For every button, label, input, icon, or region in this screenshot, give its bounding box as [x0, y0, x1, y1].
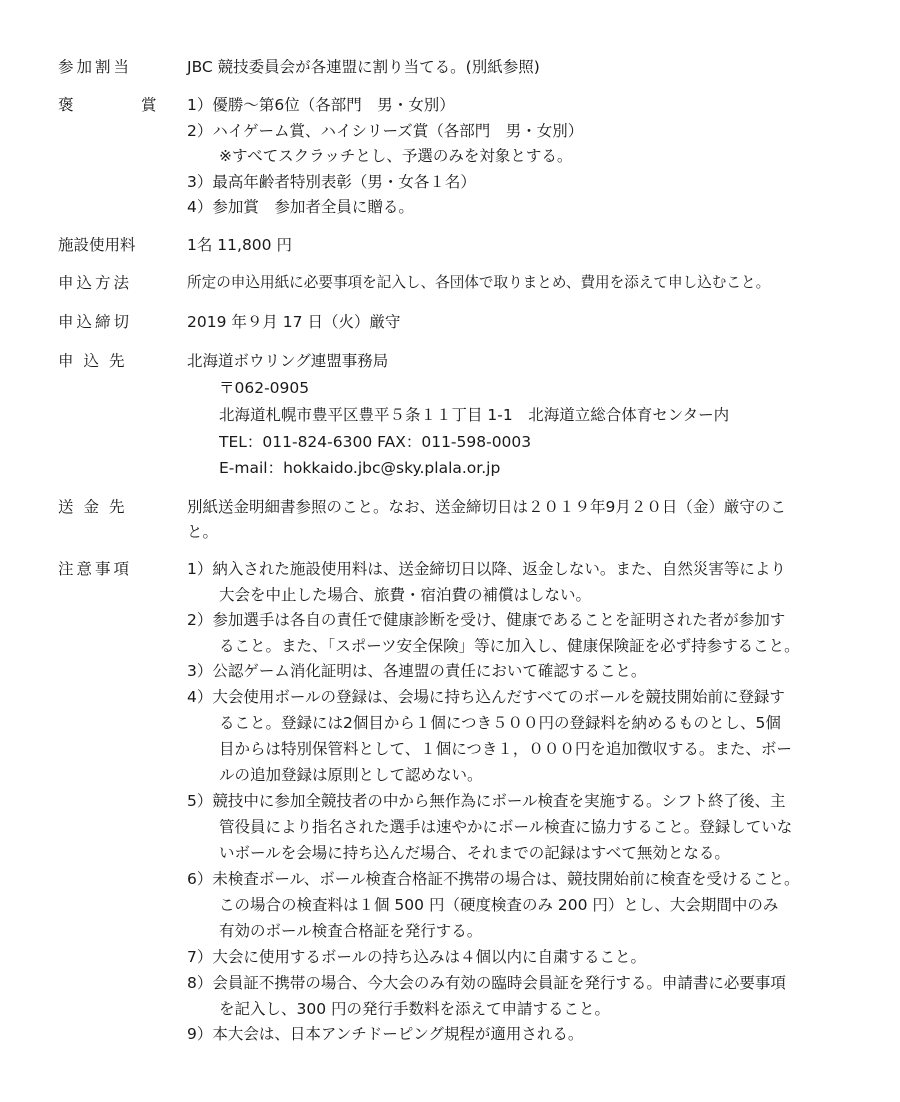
- remittance-line-1: 別紙送金明細書参照のこと。なお、送金締切日は２０１９年9月２０日（金）厳守のこ: [187, 498, 786, 516]
- allocation-text: JBC 競技委員会が各連盟に割り当てる。(別紙参照): [187, 58, 540, 76]
- notes-line: 2）参加選手は各自の責任で健康診断を受け、健康であることを証明された者が参加す: [187, 611, 786, 629]
- notes-line: 1）納入された施設使用料は、送金締切日以降、返金しない。また、自然災害等により: [187, 560, 786, 578]
- destination-line-3: 北海道札幌市豊平区豊平５条１１丁目 1-1 北海道立総合体育センター内: [219, 406, 730, 424]
- notes-line: 目からは特別保管料として、１個につき１，０００円を追加徴収する。また、ボー: [219, 740, 792, 758]
- notes-line: 大会を中止した場合、旅費・宿泊費の補償はしない。: [219, 586, 592, 604]
- label-facility-fee: 施設使用料: [58, 236, 136, 254]
- notes-line: この場合の検査料は１個 500 円（硬度検査のみ 200 円）とし、大会期間中のみ: [219, 896, 779, 914]
- label-notes: 注意事項: [58, 560, 133, 578]
- notes-line: 9）本大会は、日本アンチドーピング規程が適用される。: [187, 1025, 584, 1043]
- remittance-line-2: と。: [187, 523, 219, 541]
- notes-line: 4）大会使用ボールの登録は、会場に持ち込んだすべてのボールを競技開始前に登録す: [187, 688, 785, 706]
- destination-line-2: 〒062-0905: [219, 379, 310, 397]
- notes-line: いボールを会場に持ち込んだ場合、それまでの記録はすべて無効となる。: [219, 844, 730, 862]
- label-application-method: 申込方法: [58, 274, 133, 292]
- label-allocation: 参加割当: [58, 58, 133, 76]
- destination-line-1: 北海道ボウリング連盟事務局: [187, 352, 389, 370]
- notes-line: 有効のボール検査合格証を発行する。: [219, 922, 483, 940]
- facility-fee-text: 1名 11,800 円: [187, 236, 292, 254]
- awards-line-4: 3）最高年齢者特別表彰（男・女各１名）: [187, 173, 476, 191]
- notes-line: 7）大会に使用するボールの持ち込みは４個以内に自粛すること。: [187, 948, 647, 966]
- notes-line: ルの追加登録は原則として認めない。: [219, 766, 483, 784]
- notes-line: 3）公認ゲーム消化証明は、各連盟の責任において確認すること。: [187, 662, 647, 680]
- label-deadline: 申込締切: [58, 313, 133, 331]
- notes-line: を記入し、300 円の発行手数料を添えて申請すること。: [219, 1000, 611, 1018]
- notes-line: 6）未検査ボール、ボール検査合格証不携帯の場合は、競技開始前に検査を受けること。: [187, 870, 800, 888]
- awards-line-5: 4）参加賞 参加者全員に贈る。: [187, 198, 414, 216]
- awards-line-2: 2）ハイゲーム賞、ハイシリーズ賞（各部門 男・女別）: [187, 122, 584, 140]
- label-awards: 褒 賞: [58, 96, 183, 114]
- destination-phone-fax: TEL：011-824-6300 FAX：011-598-0003: [219, 433, 532, 451]
- awards-line-1: 1）優勝～第6位（各部門 男・女別）: [187, 96, 455, 114]
- notes-line: ること。また、「スポーツ安全保険」等に加入し、健康保険証を必ず持参すること。: [219, 637, 800, 655]
- notes-line: 管役員により指名された選手は速やかにボール検査に協力すること。登録していな: [219, 818, 793, 836]
- label-destination: 申込先: [58, 352, 135, 370]
- awards-line-3: ※すべてスクラッチとし、予選のみを対象とする。: [219, 147, 573, 165]
- notes-line: 5）競技中に参加全競技者の中から無作為にボール検査を実施する。シフト終了後、主: [187, 792, 786, 810]
- label-remittance: 送金先: [58, 498, 135, 516]
- notes-line: ること。登録には2個目から１個につき５００円の登録料を納めるものとし、5個: [219, 714, 781, 732]
- notes-line: 8）会員証不携帯の場合、今大会のみ有効の臨時会員証を発行する。申請書に必要事項: [187, 974, 786, 992]
- application-method-text: 所定の申込用紙に必要事項を記入し、各団体で取りまとめ、費用を添えて申し込むこと。: [187, 274, 771, 291]
- deadline-text: 2019 年９月 17 日（火）厳守: [187, 313, 401, 331]
- destination-email: E-mail：hokkaido.jbc@sky.plala.or.jp: [219, 459, 501, 477]
